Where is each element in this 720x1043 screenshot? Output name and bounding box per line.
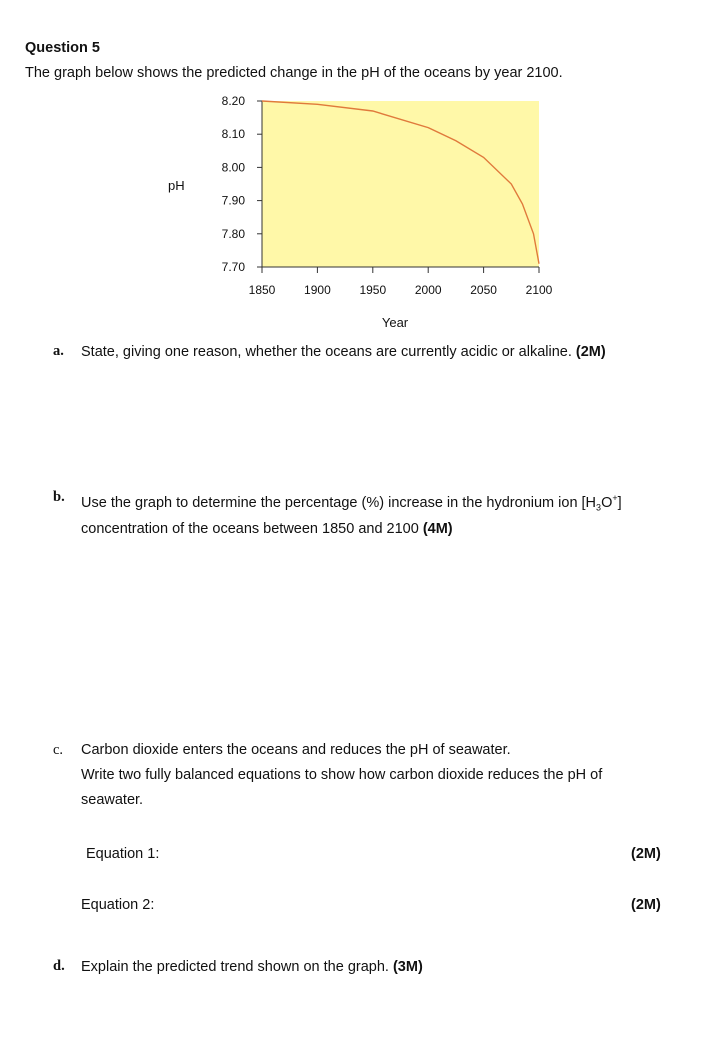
part-d-text [81, 955, 423, 980]
x-tick-label: 2100 [525, 283, 553, 297]
y-tick-label: 7.80 [221, 226, 245, 241]
y-axis-label: pH [168, 178, 185, 193]
part-b-line1-pre: Use the graph to determine the percentage (%) increase in the hydronium ion [H [81, 494, 597, 511]
y-tick-label: 7.90 [221, 193, 245, 208]
part-b-superscript: + [612, 493, 618, 503]
part-c-line2: Write two fully balanced equations to show how carbon dioxide reduces the pH of [81, 767, 603, 783]
part-b-mid: O [601, 494, 613, 511]
part-c-text [81, 738, 602, 813]
part-b-line1 [81, 486, 622, 521]
part-a-question: State, giving one reason, whether the oceans are currently acidic or alkaline. [81, 344, 572, 360]
x-tick-label: 1900 [304, 283, 331, 297]
question-title: Question 5 [25, 40, 100, 56]
x-axis [249, 267, 553, 297]
part-b-marks: (4M) [422, 520, 453, 537]
x-tick-label: 2000 [414, 283, 442, 297]
part-a-text [81, 340, 606, 365]
part-a-marks: (2M) [575, 344, 606, 360]
y-tick-label: 8.20 [221, 94, 245, 108]
part-c-marker: c. [53, 742, 64, 758]
part-b-text [81, 486, 622, 542]
x-tick-label: 1950 [359, 283, 387, 297]
part-c-line3: seawater. [81, 792, 144, 808]
part-b-marker: b. [53, 489, 65, 505]
ph-chart [0, 0, 720, 340]
x-tick-label: 2050 [470, 283, 497, 297]
part-d-marks: (3M) [392, 959, 423, 975]
x-tick-label: 1850 [248, 283, 276, 297]
equation-2-label: Equation 2: [81, 897, 155, 913]
equation-1-marks: (2M) [631, 846, 661, 862]
part-b-line2-text: concentration of the oceans between 1850 and 2100 [81, 520, 419, 537]
part-d-question: Explain the predicted trend shown on the graph. [81, 959, 389, 975]
y-tick-label: 7.70 [221, 260, 245, 274]
y-axis [222, 94, 262, 274]
plot-area [262, 101, 539, 267]
equation-2-marks: (2M) [631, 897, 661, 913]
part-d-marker: d. [53, 958, 65, 974]
part-c-line1: Carbon dioxide enters the oceans and reduces the pH of seawater. [81, 742, 511, 758]
y-tick-label: 8.10 [221, 127, 245, 142]
part-b-subscript: 3 [596, 502, 602, 513]
y-tick-label: 8.00 [221, 160, 245, 175]
part-a-marker: a. [53, 343, 64, 359]
part-b-line1-post: ] [617, 494, 622, 511]
x-axis-label: Year [381, 315, 409, 330]
question-intro: The graph below shows the predicted change in the pH of the oceans by year 2100. [25, 65, 563, 81]
equation-1-label: Equation 1: [86, 846, 160, 862]
